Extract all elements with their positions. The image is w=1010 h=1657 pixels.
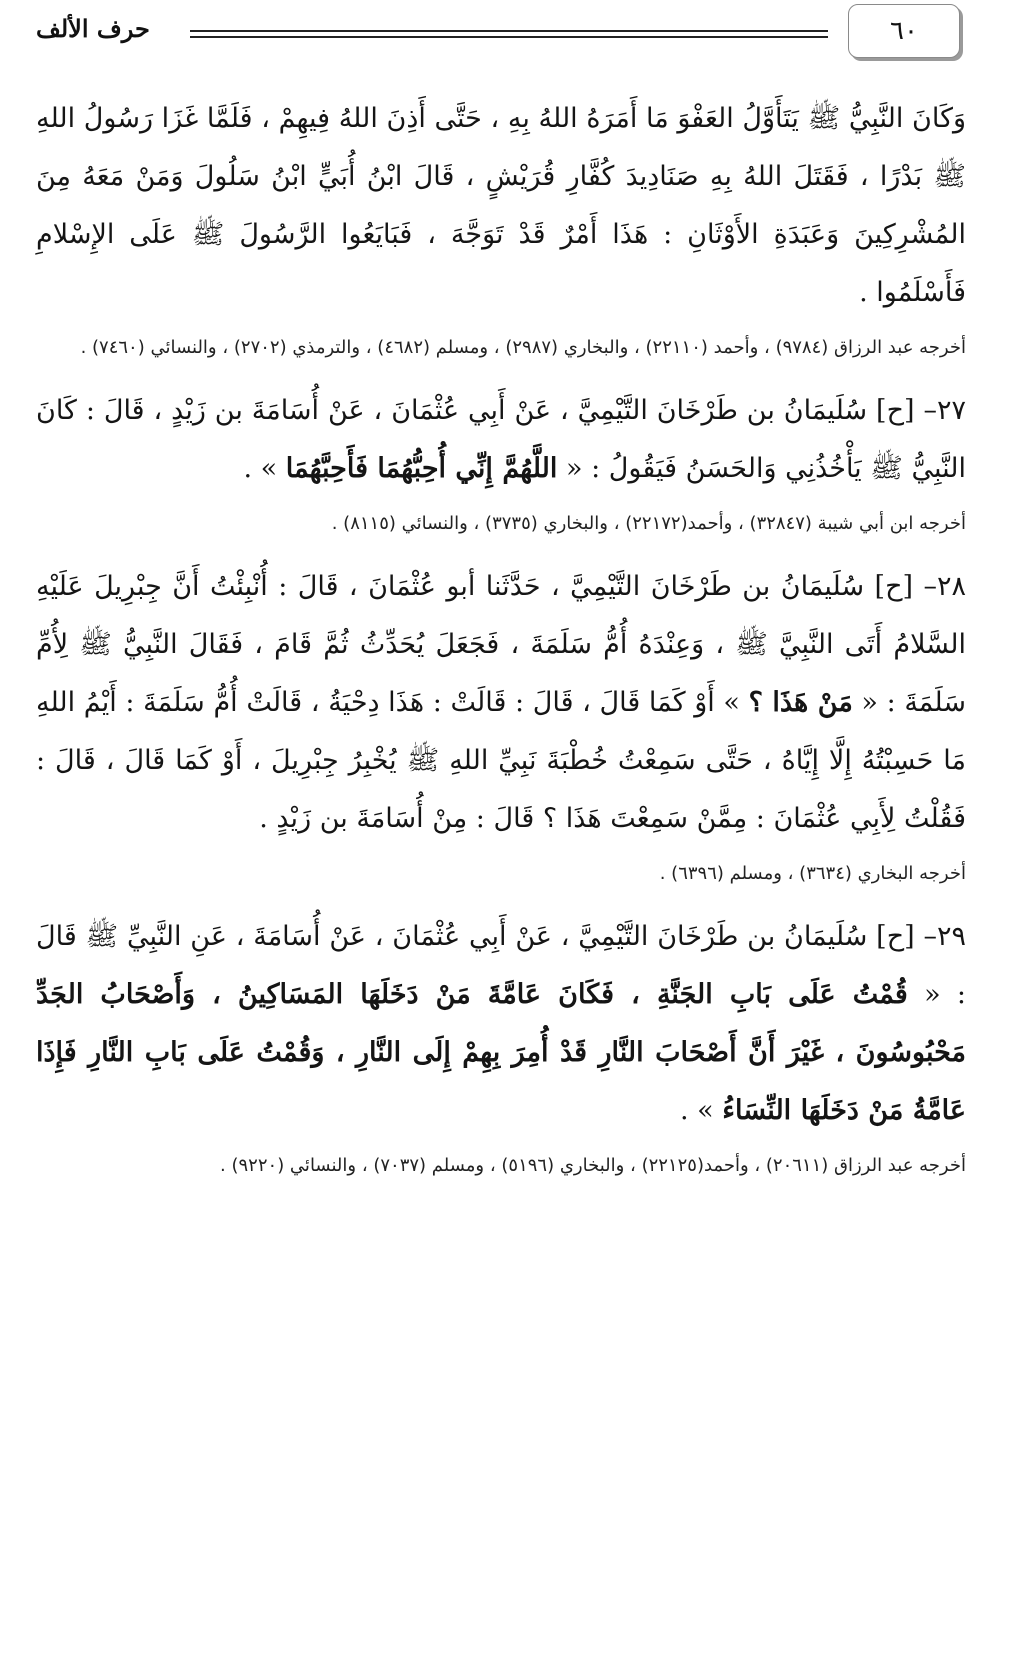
hadith-matn: قُمْتُ عَلَى بَابِ الجَنَّةِ ، فَكَانَ عَامَّةَ مَنْ دَخَلَهَا المَسَاكِينُ ، وَأَصْحَابُ الجَدِّ مَحْبُوسُونَ ، غَيْرَ أَنَّ أَصْحَابَ النَّارِ قَدْ أُمِرَ بِهِمْ إِلَى النَّارِ ، وَقُمْتُ عَلَى بَابِ النَّارِ فَإِذَا عَامَّةُ مَنْ دَخَلَهَا النِّسَاءُ [36,979,966,1126]
chapter-title: حرف الألف [36,14,150,43]
page-header [0,0,1010,70]
header-rule-top [190,30,828,32]
hadith-matn: مَنْ هَذَا ؟ [748,687,853,718]
footnote-takhrij-27: أخرجه ابن أبي شيبة (٣٢٨٤٧) ، وأحمد(٢٢١٧٢) ، والبخاري (٣٧٣٥) ، والنسائي (٨١١٥) . [331,513,966,534]
hadith-number: ٢٨– [923,571,966,602]
hadith-matn: اللَّهُمَّ إِنِّي أُحِبُّهُمَا فَأَحِبَّهُمَا [285,453,558,484]
hadith-isnad: [ح] سُلَيمَانُ بن طَرْخَانَ التَّيْمِيَّ ، حَدَّثَنا أبو عُثْمَانَ ، قَالَ : أُنْبِئْتُ أَنَّ جِبْرِيلَ عَلَيْهِ السَّلامُ أَتَى النَّبِيَّ ﷺ ، وَعِنْدَهُ أُمُّ سَلَمَةَ ، فَجَعَلَ يُحَدِّثُ ثُمَّ قَامَ ، فَقَالَ النَّبِيُّ ﷺ لِأُمِّ سَلَمَةَ : « [36,571,966,718]
footnote-takhrij-29: أخرجه عبد الرزاق (٢٠٦١١) ، وأحمد(٢٢١٢٥) ، والبخاري (٥١٩٦) ، ومسلم (٧٠٣٧) ، والنسائي (٩٢٢٠) . [220,1155,966,1176]
footnote-takhrij-1: أخرجه عبد الرزاق (٩٧٨٤) ، وأحمد (٢٢١١٠) ، والبخاري (٢٩٨٧) ، ومسلم (٤٦٨٢) ، والترمذي (٢٧٠٢) ، والنسائي (٧٤٦٠) . [80,337,966,358]
hadith-29 [36,908,966,1140]
hadith-number: ٢٧– [923,395,966,426]
footnote-takhrij-28: أخرجه البخاري (٣٦٣٤) ، ومسلم (٦٣٩٦) . [659,863,966,884]
hadith-isnad: [ح] سُلَيمَانُ بن طَرْخَانَ التَّيْمِيَّ ، عَنْ أَبِي عُثْمَانَ ، عَنْ أُسَامَةَ ، عَنِ النَّبِيِّ ﷺ قَالَ : « [36,921,967,1010]
page-content [36,90,966,1200]
hadith-ending: » أَوْ كَمَا قَالَ ، قَالَ : قَالَتْ : هَذَا دِحْيَةُ ، قَالَتْ أُمُّ سَلَمَةَ : أَيْمُ اللهِ مَا حَسِبْتُهُ إِلَّا إِيَّاهُ ، حَتَّى سَمِعْتُ خُطْبَةَ نَبِيِّ اللهِ ﷺ يُخْبِرُ جِبْرِيلَ ، أَوْ كَمَا قَالَ ، قَالَ : فَقُلْتُ لِأَبِي عُثْمَانَ : مِمَّنْ سَمِعْتَ هَذَا ؟ قَالَ : مِنْ أُسَامَةَ بن زَيْدٍ . [36,687,966,834]
page-number: ٦٠ [848,4,960,58]
hadith-isnad: [ح] سُلَيمَانُ بن طَرْخَانَ التَّيْمِيَّ ، عَنْ أَبِي عُثْمَانَ ، عَنْ أُسَامَةَ بن زَيْدٍ ، قَالَ : كَانَ النَّبِيُّ ﷺ يَأْخُذُنِي وَالحَسَنُ فَيَقُولُ : « [36,395,966,484]
header-rule-bottom [190,36,828,38]
hadith-number: ٢٩– [923,921,966,952]
hadith-ending: » . [680,1095,723,1126]
hadith-ending: » . [243,453,286,484]
hadith-28 [36,558,966,848]
continuation-paragraph: وَكَانَ النَّبِيُّ ﷺ يَتَأَوَّلُ العَفْوَ مَا أَمَرَهُ اللهُ بِهِ ، حَتَّى أَذِنَ اللهُ فِيهِمْ ، فَلَمَّا غَزَا رَسُولُ اللهِ ﷺ بَدْرًا ، فَقَتَلَ اللهُ بِهِ صَنَادِيدَ كُفَّارِ قُرَيْشٍ ، قَالَ ابْنُ أُبَيٍّ ابْنُ سَلُولَ وَمَنْ مَعَهُ مِنَ المُشْرِكِينَ وَعَبَدَةِ الأَوْثَانِ : هَذَا أَمْرٌ قَدْ تَوَجَّهَ ، فَبَايَعُوا الرَّسُولَ ﷺ عَلَى الإِسْلامِ فَأَسْلَمُوا . [36,103,966,308]
hadith-27 [36,382,966,498]
